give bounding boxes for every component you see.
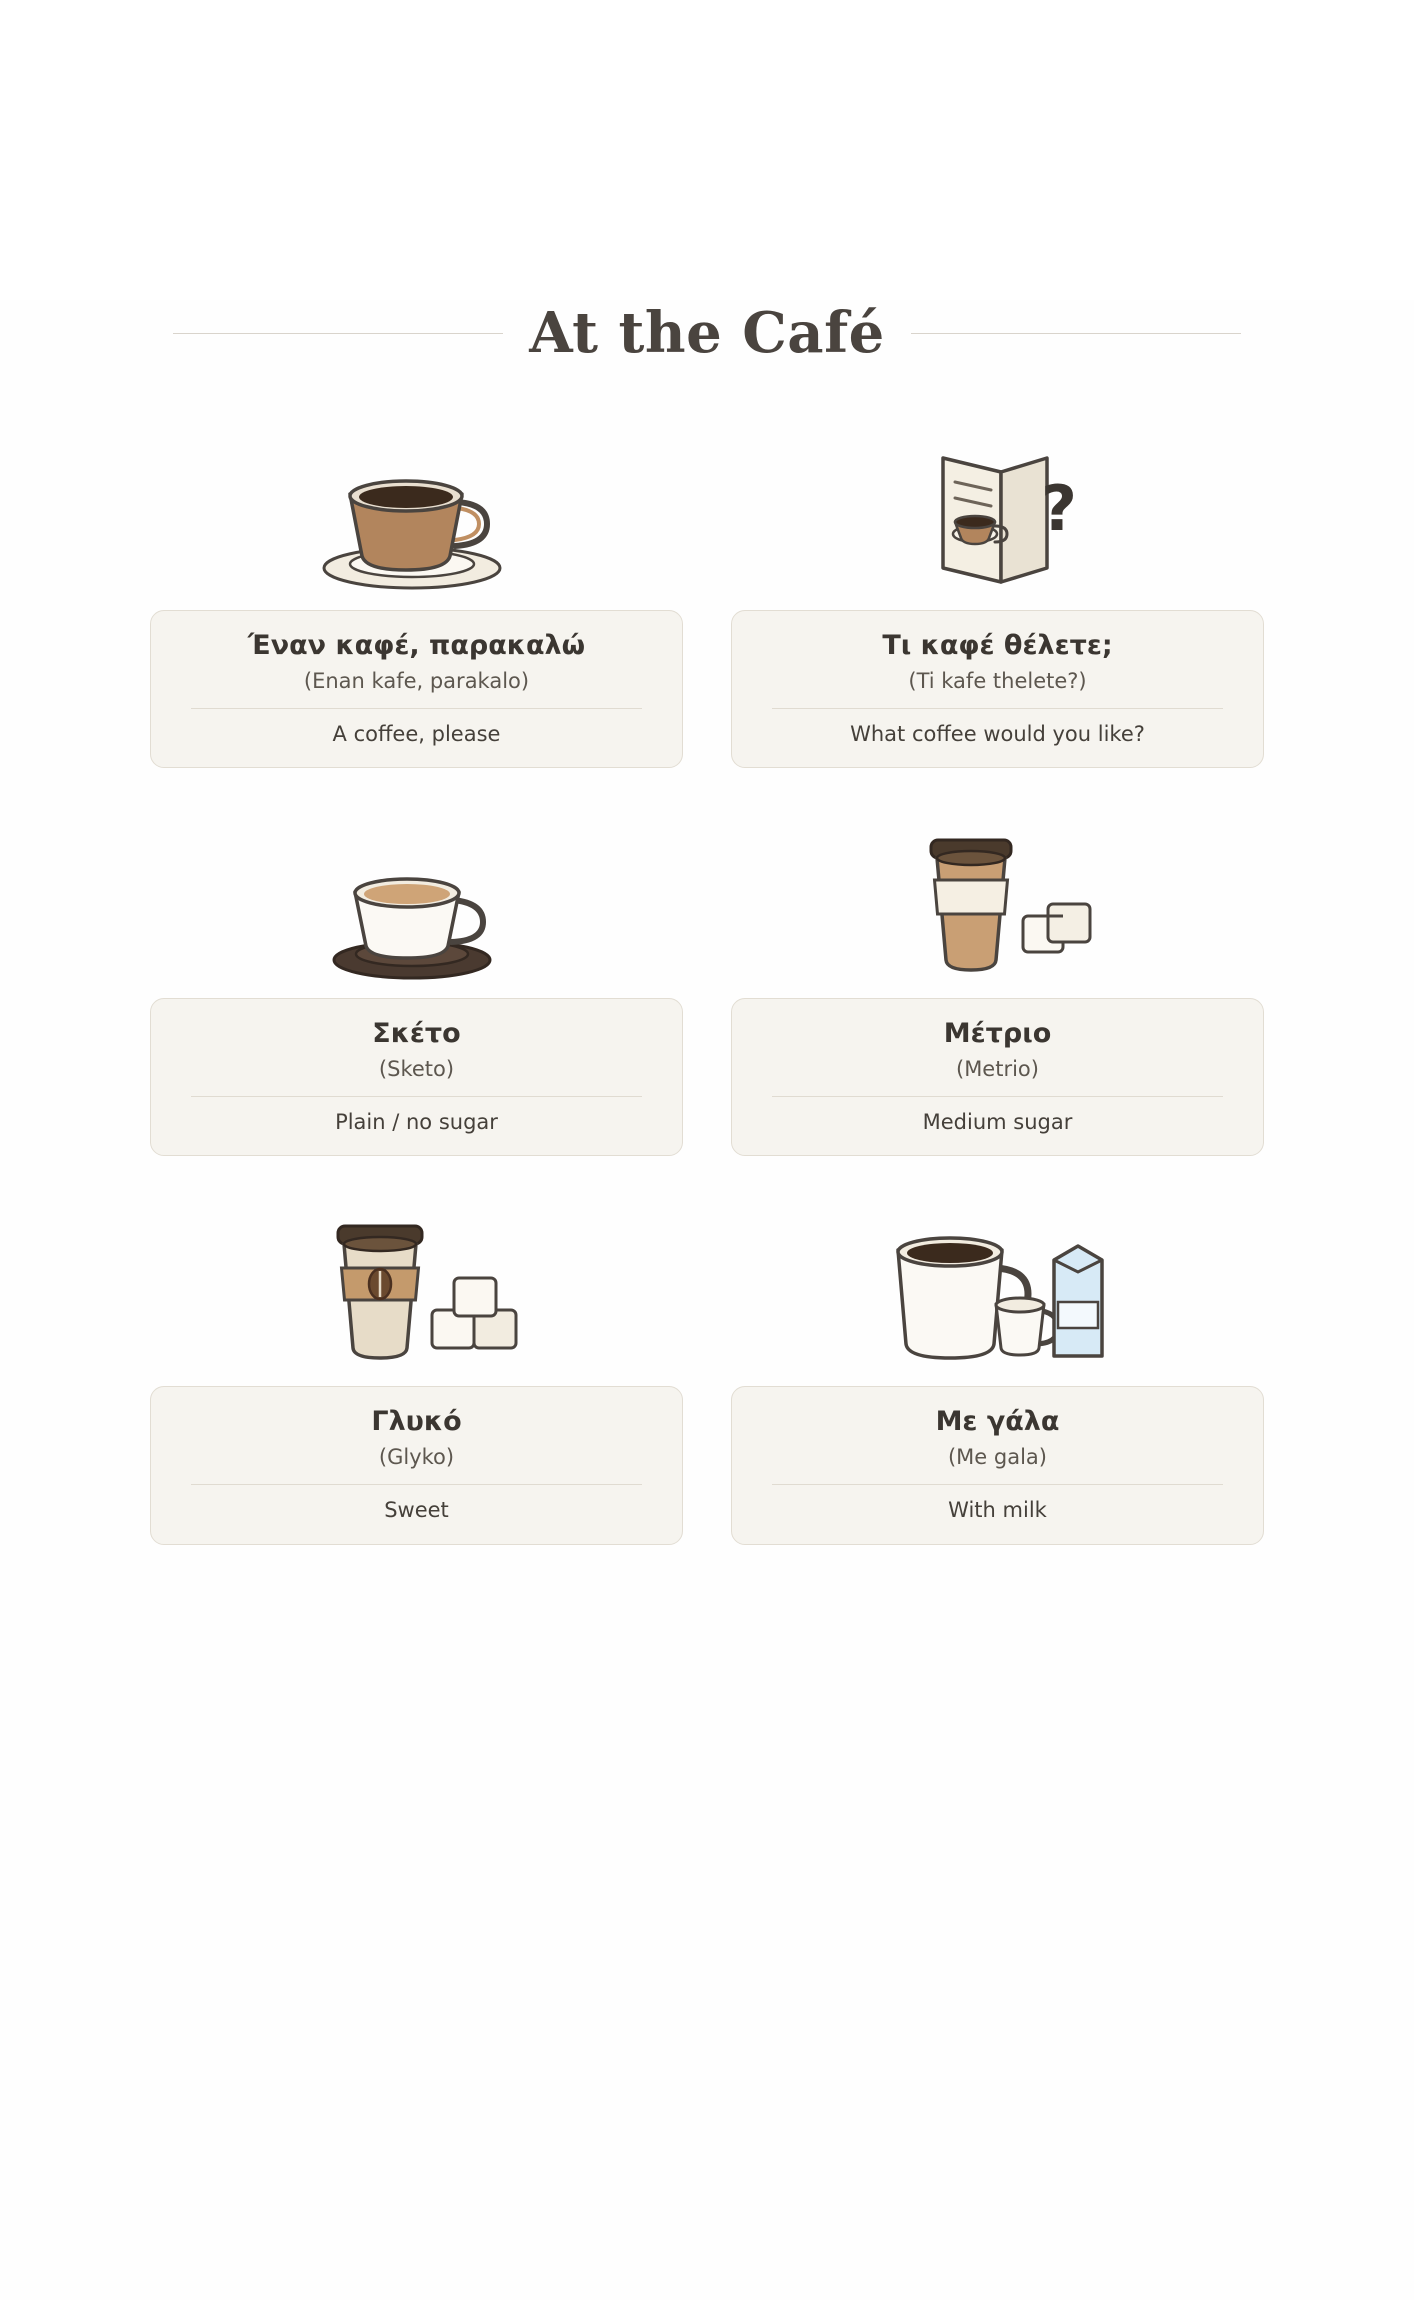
transliteration: (Me gala)	[947, 1445, 1047, 1470]
card-divider	[772, 1484, 1223, 1485]
phrase-cell	[150, 430, 683, 768]
phrase-cell	[150, 1206, 683, 1544]
title-rule-left	[173, 333, 503, 334]
greek-phrase: Τι καφέ θέλετε;	[882, 630, 1113, 661]
greek-phrase: Με γάλα	[935, 1406, 1060, 1438]
worksheet-page	[0, 300, 1414, 2300]
phrase-cell	[731, 430, 1264, 768]
svg-text:?: ?	[1040, 472, 1077, 545]
mug-milk-carton-icon	[868, 1206, 1128, 1376]
phrase-cell	[150, 818, 683, 1156]
english-translation: What coffee would you like?	[850, 721, 1145, 746]
card-divider	[191, 708, 642, 709]
english-translation: A coffee, please	[332, 721, 501, 746]
english-translation: Medium sugar	[922, 1110, 1073, 1135]
card-divider	[772, 1096, 1223, 1097]
transliteration: (Sketo)	[378, 1056, 455, 1081]
phrase-cell	[731, 818, 1264, 1156]
transliteration: (Enan kafe, parakalo)	[303, 668, 530, 693]
english-translation: Sweet	[384, 1498, 449, 1523]
phrase-card[interactable]	[150, 1386, 683, 1544]
takeaway-cup-three-sugar-icon	[302, 1206, 532, 1376]
phrase-card[interactable]	[150, 998, 683, 1156]
card-divider	[191, 1096, 642, 1097]
card-divider	[191, 1484, 642, 1485]
greek-phrase: Έναν καφέ, παρακαλώ	[247, 630, 586, 661]
greek-phrase: Γλυκό	[371, 1406, 462, 1438]
takeaway-cup-two-sugar-icon	[883, 818, 1113, 988]
transliteration: (Glyko)	[378, 1445, 455, 1470]
phrase-card[interactable]	[731, 610, 1264, 768]
coffee-cup-saucer-icon	[302, 430, 532, 600]
greek-phrase: Μέτριο	[943, 1018, 1052, 1050]
phrase-card[interactable]	[150, 610, 683, 768]
phrase-card[interactable]	[731, 998, 1264, 1156]
menu-question-icon	[883, 430, 1113, 600]
phrase-card[interactable]	[731, 1386, 1264, 1544]
transliteration: (Ti kafe thelete?)	[908, 668, 1087, 693]
phrase-cell	[731, 1206, 1264, 1544]
title-rule-right	[911, 333, 1241, 334]
page-title: At the Café	[529, 300, 885, 366]
white-cup-dark-saucer-icon	[307, 818, 527, 988]
english-translation: Plain / no sugar	[335, 1110, 498, 1135]
english-translation: With milk	[948, 1498, 1047, 1523]
phrase-grid	[150, 430, 1264, 1545]
card-divider	[772, 708, 1223, 709]
greek-phrase: Σκέτο	[372, 1018, 461, 1050]
page-title-row	[150, 300, 1264, 366]
transliteration: (Metrio)	[956, 1056, 1039, 1081]
